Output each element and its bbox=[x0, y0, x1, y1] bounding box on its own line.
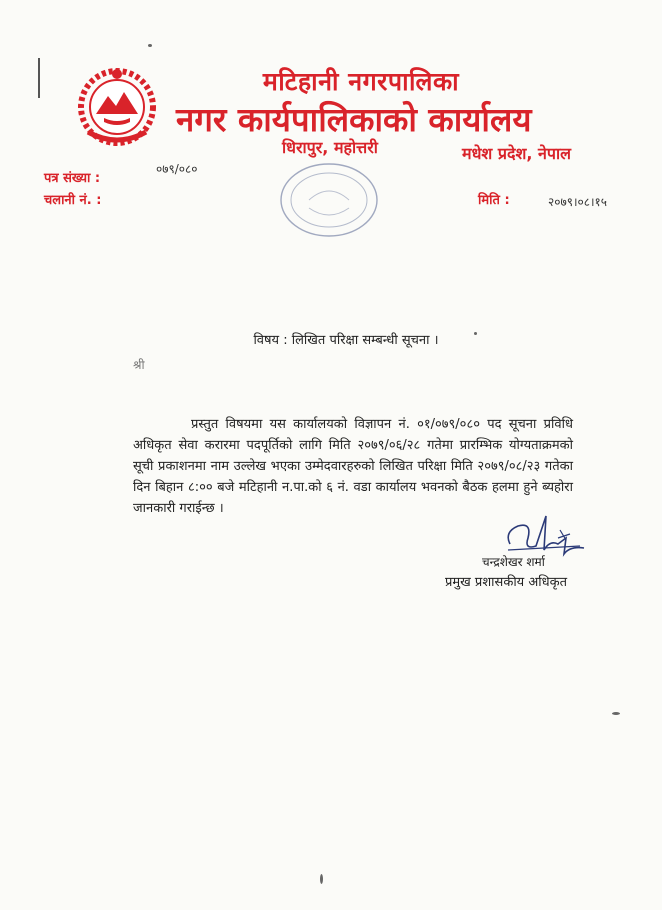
letter-subject: विषय : लिखित परिक्षा सम्बन्धी सूचना । bbox=[253, 333, 439, 348]
scan-speck bbox=[474, 332, 477, 335]
municipality-name: मटिहानी नगरपालिका bbox=[262, 67, 460, 96]
office-seal-stamp bbox=[274, 160, 384, 240]
signatory-name: चन्द्रशेखर शर्मा bbox=[482, 555, 545, 569]
province-name: मधेश प्रदेश, नेपाल bbox=[462, 144, 571, 163]
chalani-number-label: चलानी नं. : bbox=[44, 193, 102, 208]
patra-sankhya-label: पत्र संख्या : bbox=[44, 171, 101, 186]
signatory-title: प्रमुख प्रशासकीय अधिकृत bbox=[445, 575, 568, 590]
salutation: श्री bbox=[133, 358, 145, 372]
scan-speck bbox=[612, 712, 620, 715]
patra-sankhya-value: ०७९/०८० bbox=[156, 162, 198, 176]
office-name: नगर कार्यपालिकाको कार्यालय bbox=[176, 100, 532, 139]
scan-speck bbox=[148, 44, 152, 47]
date-value: २०७९।०८।१५ bbox=[548, 195, 608, 209]
date-label: मिति : bbox=[478, 193, 510, 208]
scan-speck bbox=[320, 874, 323, 884]
letter-body: प्रस्तुत विषयमा यस कार्यालयको विज्ञापन नं. ०१/०७९/०८० पद सूचना प्रविधि अधिकृत सेवा करारमा पदपूर्तिको लागि मिति २०७९/०६/२८ गतेमा प्रारम्भिक योग्यताक्रमको सूची प्रकाशनमा नाम उल्लेख भएका उम्मेदवारहरुको लिखित परिक्षा मिति २०७९/०८/२३ गतेका दिन बिहान ८:०० बजे मटिहानी न.पा.को ६ नं. वडा कार्यालय भवनको बैठक हलमा हुने ब्यहोरा जानकारी गराईन्छ । bbox=[133, 417, 573, 516]
office-location: धिरापुर, महोत्तरी bbox=[282, 138, 378, 157]
